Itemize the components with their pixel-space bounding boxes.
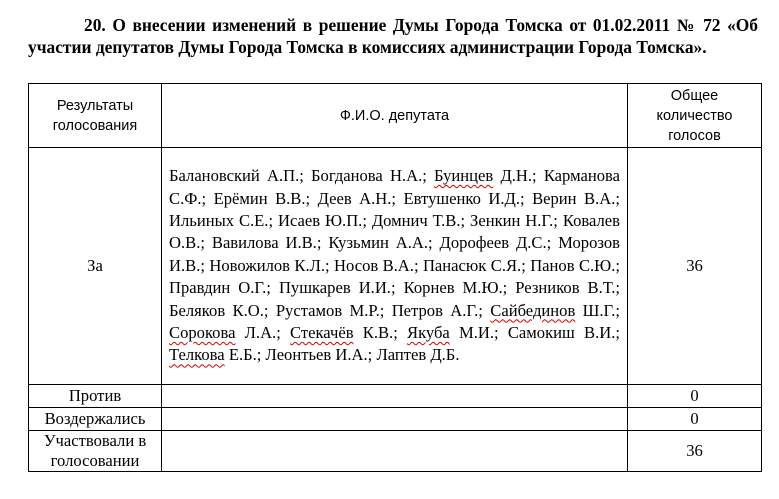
deputy-name: Ильиных С.Е.; xyxy=(169,210,274,230)
header-voting-results: Результаты голосования xyxy=(29,84,162,148)
deputy-name: Богданова Н.А.; xyxy=(311,166,427,186)
deputy-name: Ш.Г.; xyxy=(582,300,621,320)
result-against: Против xyxy=(29,385,162,408)
deputy-name: Резников В.Т.; xyxy=(515,278,621,298)
deputy-name: Исаев Ю.П.; xyxy=(277,210,367,230)
deputy-name: Петров А.Г.; xyxy=(391,300,483,320)
deputy-name: Ерёмин В.В.; xyxy=(213,188,311,208)
count-abstained: 0 xyxy=(628,408,762,431)
deputy-name: Сайбединов xyxy=(490,300,576,320)
deputy-name: Дорофеев Д.С.; xyxy=(439,233,552,253)
deputy-name: Балановский А.П.; xyxy=(169,166,304,186)
deputy-name: Вавилова И.В.; xyxy=(211,233,322,253)
deputy-name: Е.Б.; xyxy=(228,345,262,365)
deputies-empty-against xyxy=(162,385,628,408)
deputy-name: Носов В.А.; xyxy=(334,255,419,275)
deputy-name: Морозов И.В.; xyxy=(169,233,620,275)
deputy-name: Панасюк С.Я.; xyxy=(422,255,526,275)
deputies-empty-abstained xyxy=(162,408,628,431)
deputy-name: Рустамов М.Р.; xyxy=(275,300,385,320)
table-row xyxy=(29,408,762,431)
count-for: 36 xyxy=(628,148,762,385)
deputy-name: Деев А.Н.; xyxy=(317,188,397,208)
deputy-name: Пушкарев И.И.; xyxy=(278,278,396,298)
table-row xyxy=(29,385,762,408)
table-row xyxy=(29,148,762,385)
deputy-name: Панов С.Ю.; xyxy=(530,255,620,275)
result-abstained: Воздержались xyxy=(29,408,162,431)
deputy-name: Зенкин Н.Г.; xyxy=(470,210,558,230)
deputy-name: Домнич Т.В.; xyxy=(371,210,466,230)
deputy-name: Евтушенко И.Д.; xyxy=(403,188,525,208)
deputy-name: Новожилов К.Л.; xyxy=(209,255,330,275)
table-row xyxy=(29,431,762,472)
deputy-name: Телкова xyxy=(169,345,225,365)
voting-results-table xyxy=(28,83,762,472)
document-heading: 20. О внесении изменений в решение Думы Города Томска от 01.02.2011 № 72 «Об участии депутатов Думы Города Томска в комиссиях администрации Города Томска». xyxy=(28,15,758,57)
deputy-name: Кузьмин А.А.; xyxy=(328,233,433,253)
header-deputy-name: Ф.И.О. депутата xyxy=(162,84,628,148)
result-participated: Участвовали в голосовании xyxy=(29,431,162,472)
deputy-name: Правдин О.Г.; xyxy=(169,278,271,298)
deputy-name: Сорокова xyxy=(169,323,236,343)
deputy-name: Д.Н.; xyxy=(500,166,537,186)
deputies-list xyxy=(162,148,628,385)
deputy-name: Самокиш В.И.; xyxy=(507,323,620,343)
deputy-name: Беляков К.О.; xyxy=(169,300,269,320)
deputy-name: М.И.; xyxy=(459,323,499,343)
result-for: За xyxy=(29,148,162,385)
deputy-name: Якуба xyxy=(407,323,450,343)
deputy-name: Верин В.А.; xyxy=(532,188,620,208)
header-total-votes: Общее количество голосов xyxy=(628,84,762,148)
deputy-name: Л.А.; xyxy=(244,323,281,343)
deputy-name: Леонтьев И.А.; xyxy=(265,345,373,365)
count-against: 0 xyxy=(628,385,762,408)
deputy-name: Лаптев Д.Б. xyxy=(376,345,460,365)
deputies-empty-participated xyxy=(162,431,628,472)
deputy-name: Корнев М.Ю.; xyxy=(403,278,508,298)
deputy-name: Буинцев xyxy=(434,166,494,186)
count-participated: 36 xyxy=(628,431,762,472)
table-header-row xyxy=(29,84,762,148)
deputy-name: Ковалев О.В.; xyxy=(169,210,620,253)
deputy-name: Стекачёв xyxy=(290,323,354,343)
deputy-name: К.В.; xyxy=(362,323,398,343)
deputy-name: Карманова С.Ф.; xyxy=(169,166,620,208)
